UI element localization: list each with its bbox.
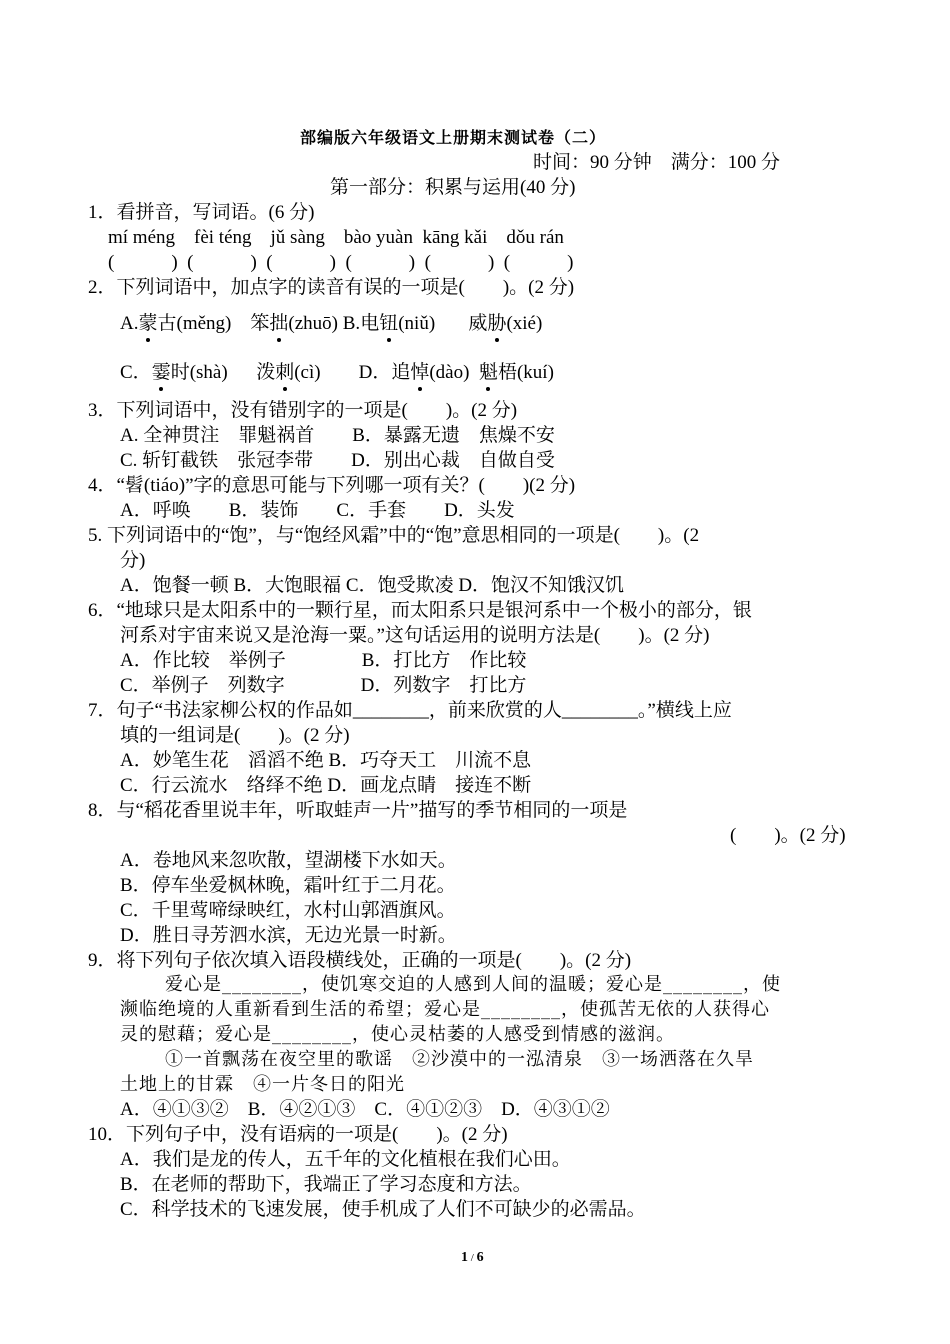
q5-stem: 5. 下列词语中的“饱”，与“饱经风霜”中的“饱”意思相同的一项是( )。(2 (88, 525, 700, 546)
q6-stem: 6．“地球只是太阳系中的一颗行星，而太阳系只是银河系中一个极小的部分，银 (88, 600, 752, 621)
q9-options: A．④①③② B．④②①③ C．④①②③ D．④③①② (120, 1099, 610, 1120)
emphasis-dot-char: 魁 (478, 362, 498, 383)
q3-stem: 3．下列词语中，没有错别字的一项是( )。(2 分) (88, 400, 518, 421)
q9-passage-line-1: 爱心是________，使饥寒交迫的人感到人间的温暖；爱心是________，使 (165, 974, 781, 995)
section-heading: 第一部分：积累与运用(40 分) (330, 177, 576, 198)
q1-blanks: ( ) ( ) ( ) ( ) ( ) ( ) (108, 252, 574, 273)
q8-stem-cont: ( )。(2 分) (730, 825, 846, 846)
q2-options-cd: C．霎时(shà) 泼刺(cì) D．追悼(dào) 魁梧(kuí) (120, 362, 554, 383)
q1-pinyin: mí méng fèi téng jǔ sàng bào yuàn kāng kǎi dǒu rán (108, 227, 564, 248)
q8-option-a: A．卷地风来忽吹散，望湖楼下水如天。 (120, 850, 457, 871)
q9-sentences-line-1: ①一首飘荡在夜空里的歌谣 ②沙漠中的一泓清泉 ③一场洒落在久旱 (165, 1049, 754, 1070)
q8-option-c: C．千里莺啼绿映红，水村山郭酒旗风。 (120, 900, 456, 921)
q10-option-c: C．科学技术的飞速发展，使手机成了人们不可缺少的必需品。 (120, 1199, 646, 1220)
q10-option-b: B．在老师的帮助下，我端正了学习态度和方法。 (120, 1174, 532, 1195)
q7-options-cd: C．行云流水 络绎不绝 D．画龙点睛 接连不断 (120, 775, 532, 796)
page-title: 部编版六年级语文上册期末测试卷（二） (300, 130, 607, 147)
q6-options-cd: C．举例子 列数字 D．列数字 打比方 (120, 675, 527, 696)
q9-passage-line-2: 濒临绝境的人重新看到生活的希望；爱心是________，使孤苦无依的人获得心 (120, 999, 770, 1020)
emphasis-dot-char: 胁 (487, 313, 507, 334)
q3-options-ab: A. 全神贯注 罪魁祸首 B．暴露无遗 焦燥不安 (120, 425, 555, 446)
emphasis-dot-char: 拙 (269, 313, 289, 334)
q5-stem-cont: 分) (120, 550, 146, 571)
q9-sentences-line-2: 土地上的甘霖 ④一片冬日的阳光 (120, 1074, 405, 1095)
q7-stem: 7．句子“书法家柳公权的作品如________，前来欣赏的人________。”横线上应 (88, 700, 732, 721)
q7-options-ab: A．妙笔生花 滔滔不绝 B．巧夺天工 川流不息 (120, 750, 532, 771)
q1-stem: 1．看拼音，写词语。(6 分) (88, 202, 315, 223)
emphasis-dot-char: 蒙 (138, 313, 158, 334)
time-score: 时间：90 分钟 满分：100 分 (533, 152, 781, 173)
q10-option-a: A．我们是龙的传人，五千年的文化植根在我们心田。 (120, 1149, 571, 1170)
q3-options-cd: C. 斩钉截铁 张冠李带 D．别出心裁 自做自受 (120, 450, 555, 471)
current-page: 1 (461, 1250, 468, 1265)
q2-stem: 2．下列词语中，加点字的读音有误的一项是( )。(2 分) (88, 277, 575, 298)
q4-stem: 4．“髫(tiáo)”字的意思可能与下列哪一项有关？( )(2 分) (88, 475, 576, 496)
q7-stem-cont: 填的一组词是( )。(2 分) (120, 725, 350, 746)
q8-stem: 8．与“稻花香里说丰年，听取蛙声一片”描写的季节相同的一项是 (88, 800, 628, 821)
page-number (461, 1245, 484, 1271)
q2-a-label: A. (120, 313, 139, 334)
q4-options: A．呼唤 B．装饰 C．手套 D．头发 (120, 500, 515, 521)
q6-options-ab: A．作比较 举例子 B．打比方 作比较 (120, 650, 527, 671)
q2-d-label: D． (358, 362, 392, 383)
emphasis-dot-char: 刺 (275, 362, 295, 383)
q6-stem-cont: 河系对宇宙来说又是沧海一粟。”这句话运用的说明方法是( )。(2 分) (120, 625, 710, 646)
emphasis-dot-char: 霎 (151, 362, 171, 383)
q9-stem: 9．将下列句子依次填入语段横线处，正确的一项是( )。(2 分) (88, 950, 632, 971)
q5-options: A．饱餐一顿 B．大饱眼福 C．饱受欺凌 D．饱汉不知饿汉饥 (120, 575, 625, 596)
page-separator: / (468, 1252, 477, 1264)
q2-b-label: B. (338, 313, 361, 334)
q2-c-label: C． (120, 362, 152, 383)
emphasis-dot-char: 钮 (379, 313, 399, 334)
q9-passage-line-3: 灵的慰藉；爱心是________，使心灵枯萎的人感受到情感的滋润。 (120, 1024, 675, 1045)
q8-option-b: B．停车坐爱枫林晚，霜叶红于二月花。 (120, 875, 456, 896)
total-pages: 6 (476, 1250, 484, 1265)
q10-stem: 10．下列句子中，没有语病的一项是( )。(2 分) (88, 1124, 508, 1145)
q8-option-d: D．胜日寻芳泗水滨，无边光景一时新。 (120, 925, 457, 946)
q2-options-ab: A.蒙古(měng) 笨拙(zhuō) B.电钮(niǔ) 威胁(xié) (120, 313, 543, 334)
emphasis-dot-char: 悼 (410, 362, 430, 383)
